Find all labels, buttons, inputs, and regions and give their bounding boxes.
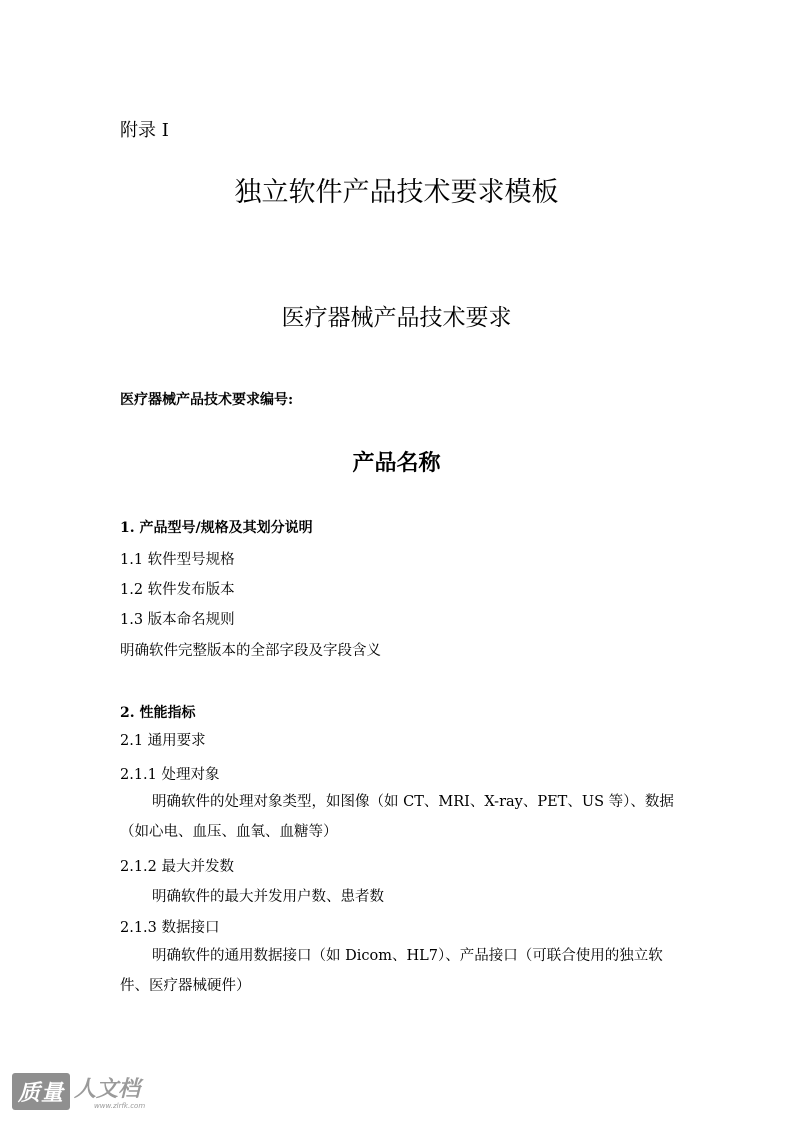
- product-name: 产品名称: [352, 450, 441, 476]
- requirement-number-label: 医疗器械产品技术要求编号:: [120, 392, 294, 408]
- subtitle: 医疗器械产品技术要求: [281, 305, 512, 331]
- section-2-heading: 2. 性能指标: [120, 705, 196, 721]
- watermark-url: www.zlrfk.com: [94, 1102, 146, 1110]
- item-2-1-1-text: 明确软件的处理对象类型，如图像（如 CT、MRI、X-ray、PET、US 等）、数据（如心电、血压、血氧、血糖等）: [120, 794, 674, 840]
- item-1-3-note: 明确软件完整版本的全部字段及字段含义: [120, 643, 381, 659]
- section-1-heading: 1. 产品型号/规格及其划分说明: [120, 520, 313, 536]
- watermark-box-text: 质量: [12, 1073, 70, 1110]
- item-1-3: 1.3 版本命名规则: [120, 612, 235, 628]
- item-2-1-1: 2.1.1 处理对象: [120, 767, 220, 783]
- item-2-1-3-text: 明确软件的通用数据接口（如 Dicom、HL7）、产品接口（可联合使用的独立软件、医疗器械硬件）: [120, 948, 663, 994]
- watermark-text: 人文档: [74, 1076, 141, 1102]
- item-2-1-2-text: 明确软件的最大并发用户数、患者数: [152, 889, 384, 905]
- item-1-2: 1.2 软件发布版本: [120, 582, 235, 598]
- item-2-1: 2.1 通用要求: [120, 733, 206, 749]
- watermark-logo: [12, 1072, 146, 1110]
- appendix-label: 附录 I: [120, 120, 169, 141]
- main-title: 独立软件产品技术要求模板: [234, 177, 559, 208]
- item-2-1-3: 2.1.3 数据接口: [120, 920, 220, 936]
- item-2-1-2: 2.1.2 最大并发数: [120, 859, 235, 875]
- item-1-1: 1.1 软件型号规格: [120, 552, 235, 568]
